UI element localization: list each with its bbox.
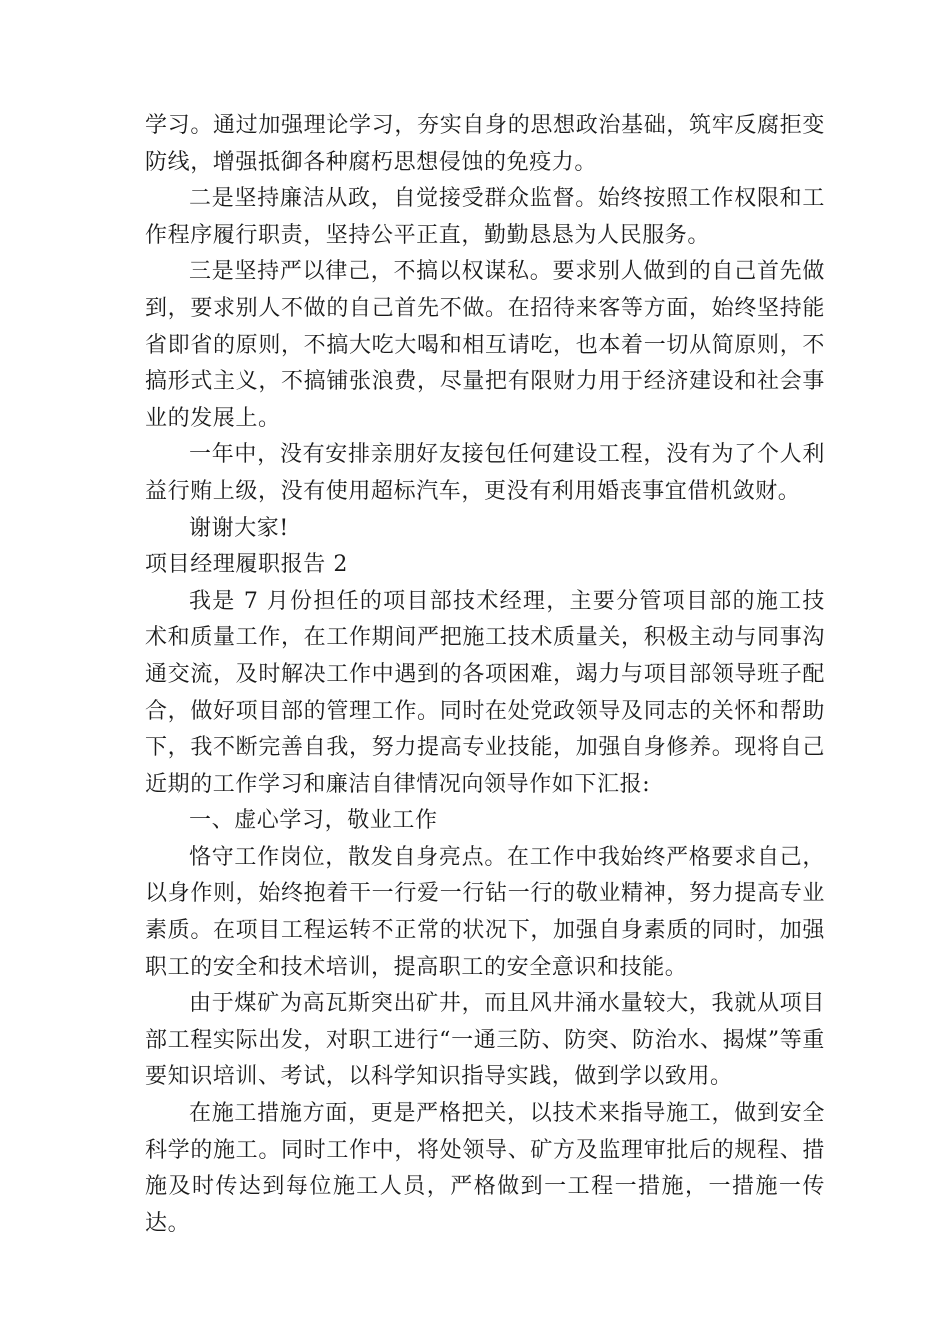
paragraph: 由于煤矿为高瓦斯突出矿井，而且风井涌水量较大，我就从项目部工程实际出发，对职工进行“一通三防、防突、防治水、揭煤”等重要知识培训、考试，以科学知识指导实践，做到学以致用。 [145, 991, 825, 1090]
subheading: 一、虚心学习，敬业工作 [189, 808, 438, 834]
paragraph: 一年中，没有安排亲朋好友接包任何建设工程，没有为了个人利益行贿上级，没有使用超标汽车，更没有利用婚丧事宜借机敛财。 [145, 442, 825, 504]
paragraph: 三是坚持严以律己，不搞以权谋私。要求别人做到的自己首先做到，要求别人不做的自己首先不做。在招待来客等方面，始终坚持能省即省的原则，不搞大吃大喝和相互请吃，也本着一切从简原则，不搞形式主义，不搞铺张浪费，尽量把有限财力用于经济建设和社会事业的发展上。 [145, 259, 825, 431]
paragraph: 恪守工作岗位，散发自身亮点。在工作中我始终严格要求自己，以身作则，始终抱着干一行爱一行钻一行的敬业精神，努力提高专业素质。在项目工程运转不正常的状况下，加强自身素质的同时，加强职工的安全和技术培训，提高职工的安全意识和技能。 [145, 844, 825, 980]
paragraph: 学习。通过加强理论学习，夯实自身的思想政治基础，筑牢反腐拒变防线，增强抵御各种腐朽思想侵蚀的免疫力。 [145, 113, 825, 175]
paragraph: 在施工措施方面，更是严格把关，以技术来指导施工，做到安全科学的施工。同时工作中，将处领导、矿方及监理审批后的规程、措施及时传达到每位施工人员，严格做到一工程一措施，一措施一传达。 [145, 1101, 825, 1236]
paragraph: 二是坚持廉洁从政，自觉接受群众监督。始终按照工作权限和工作程序履行职责，坚持公平正直，勤勤恳恳为人民服务。 [145, 186, 825, 248]
document-body [145, 108, 825, 1242]
paragraph: 我是 7 月份担任的项目部技术经理，主要分管项目部的施工技术和质量工作，在工作期间严把施工技术质量关，积极主动与同事沟通交流，及时解决工作中遇到的各项困难，竭力与项目部领导班子配合，做好项目部的管理工作。同时在处党政领导及同志的关怀和帮助下，我不断完善自我，努力提高专业技能，加强自身修养。现将自己近期的工作学习和廉洁自律情况向领导作如下汇报: [145, 588, 825, 797]
section-title: 项目经理履职报告 2 [145, 552, 348, 578]
closing-line: 谢谢大家! [189, 515, 289, 541]
